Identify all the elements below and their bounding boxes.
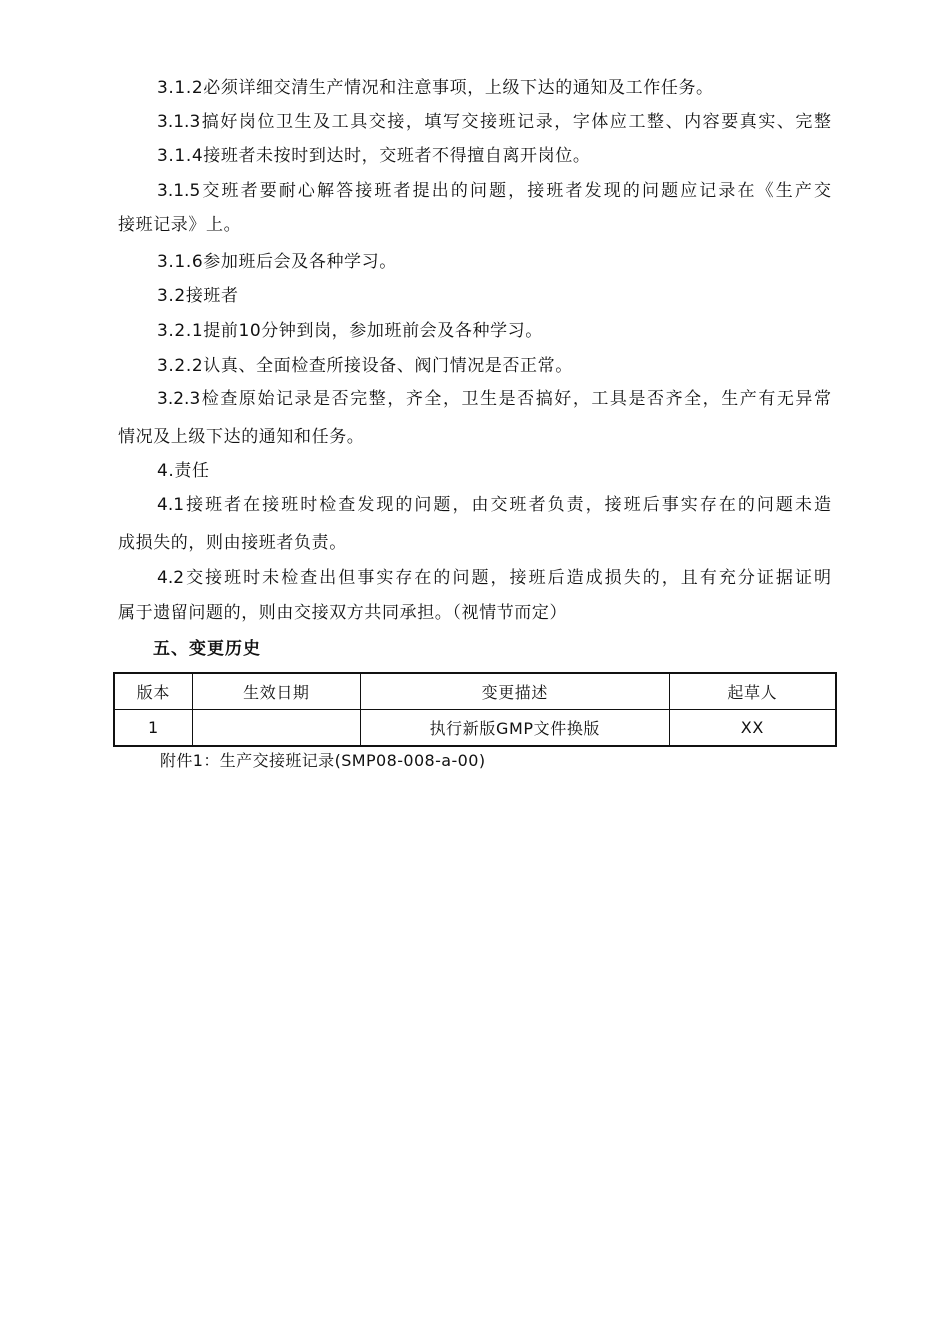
clause-3-2-heading: 3.2接班者 bbox=[157, 286, 239, 306]
clause-3-1-4: 3.1.4接班者未按时到达时，交班者不得擅自离开岗位。 bbox=[157, 146, 591, 166]
cell-effective-date bbox=[192, 710, 360, 747]
header-change-description: 变更描述 bbox=[360, 673, 669, 710]
clause-3-1-3: 3.1.3搞好岗位卫生及工具交接，填写交接班记录，字体应工整、内容要真实、完整 bbox=[157, 112, 831, 132]
cell-version: 1 bbox=[114, 710, 192, 747]
clause-3-2-3-line1: 3.2.3检查原始记录是否完整，齐全，卫生是否搞好，工具是否齐全，生产有无异常 bbox=[157, 389, 831, 409]
clause-3-1-5-line1: 3.1.5交班者要耐心解答接班者提出的问题，接班者发现的问题应记录在《生产交 bbox=[157, 181, 831, 201]
clause-4-1-line2: 成损失的，则由接班者负责。 bbox=[118, 533, 347, 553]
header-version: 版本 bbox=[114, 673, 192, 710]
clause-3-2-1: 3.2.1提前10分钟到岗，参加班前会及各种学习。 bbox=[157, 321, 543, 341]
section-heading-change-history: 五、变更历史 bbox=[153, 639, 261, 659]
clause-3-1-5-line2: 接班记录》上。 bbox=[118, 215, 242, 235]
change-history-table bbox=[113, 672, 837, 747]
header-effective-date: 生效日期 bbox=[192, 673, 360, 710]
clause-3-2-3-line2: 情况及上级下达的通知和任务。 bbox=[118, 427, 365, 447]
clause-4-1-line1: 4.1接班者在接班时检查发现的问题，由交班者负责，接班后事实存在的问题未造 bbox=[157, 495, 831, 515]
table-row bbox=[114, 710, 836, 747]
clause-3-2-2: 3.2.2认真、全面检查所接设备、阀门情况是否正常。 bbox=[157, 356, 573, 376]
clause-3-1-6: 3.1.6参加班后会及各种学习。 bbox=[157, 252, 397, 272]
clause-4-heading: 4.责任 bbox=[157, 461, 210, 481]
cell-drafter: XX bbox=[669, 710, 836, 747]
attachment-note: 附件1：生产交接班记录(SMP08-008-a-00) bbox=[160, 751, 486, 770]
clause-4-2-line2: 属于遗留问题的，则由交接双方共同承担。（视情节而定） bbox=[118, 603, 568, 623]
clause-3-1-2: 3.1.2必须详细交清生产情况和注意事项，上级下达的通知及工作任务。 bbox=[157, 78, 714, 98]
table-header-row bbox=[114, 673, 836, 710]
clause-4-2-line1: 4.2交接班时未检查出但事实存在的问题，接班后造成损失的，且有充分证据证明 bbox=[157, 568, 831, 588]
header-drafter: 起草人 bbox=[669, 673, 836, 710]
cell-change-description: 执行新版GMP文件换版 bbox=[360, 710, 669, 747]
